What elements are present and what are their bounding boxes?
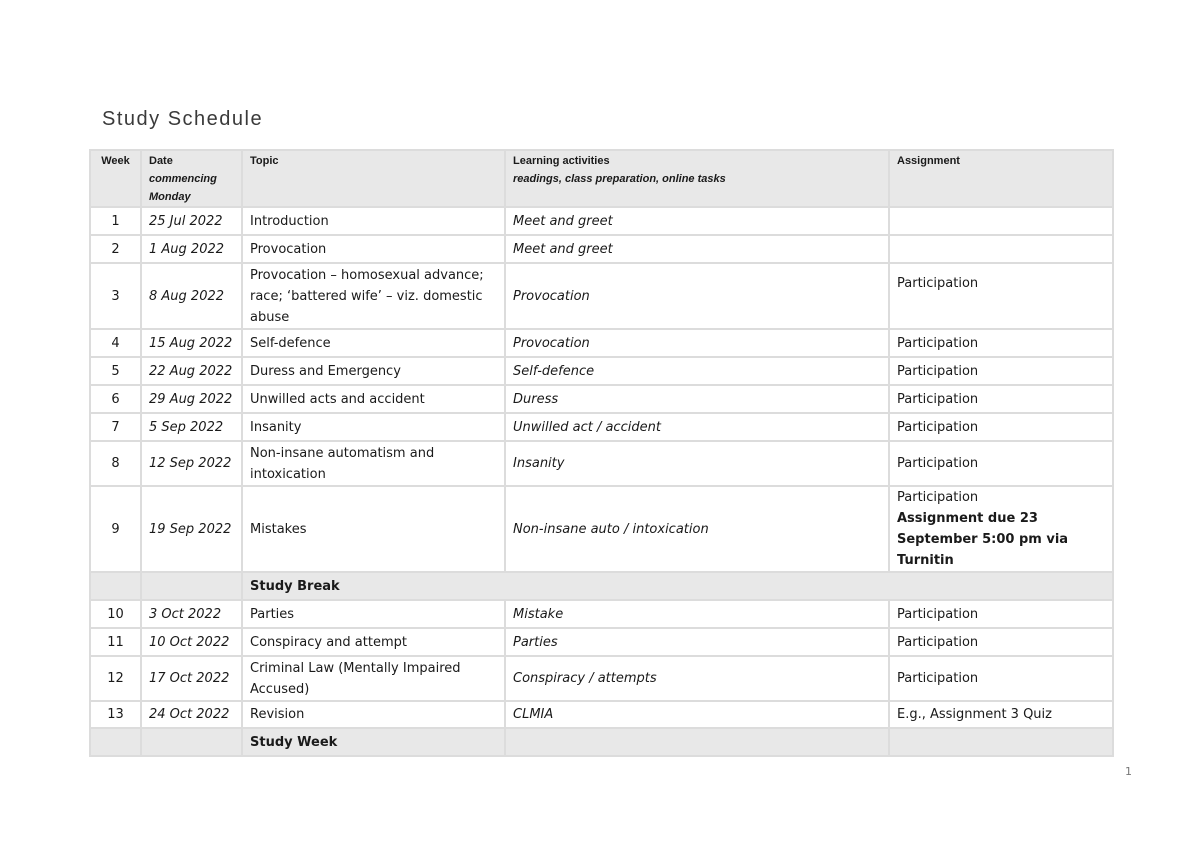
activity-cell: Provocation [505,263,889,329]
date-cell: 17 Oct 2022 [141,656,242,701]
header-activities [505,150,889,207]
topic-cell: Introduction [242,207,505,235]
date-cell: 3 Oct 2022 [141,600,242,628]
date-cell: 25 Jul 2022 [141,207,242,235]
week-cell [90,728,141,756]
assignment-cell: Participation [889,329,1113,357]
topic-cell: Parties [242,600,505,628]
assignment-cell: Participation [889,263,1113,329]
topic-cell: Insanity [242,413,505,441]
assignment-cell: Participation [889,413,1113,441]
date-cell: 1 Aug 2022 [141,235,242,263]
week-cell: 6 [90,385,141,413]
activity-cell: Insanity [505,441,889,486]
study-week-label: Study Week [242,728,505,756]
assignment-cell: Participation [889,628,1113,656]
week-cell [90,572,141,600]
activity-cell: CLMIA [505,701,889,728]
table-row [90,385,1113,413]
activity-cell: Mistake [505,600,889,628]
header-date-sub: commencing Monday [149,173,217,203]
week-cell: 1 [90,207,141,235]
header-activities-sub: readings, class preparation, online tasks [513,173,726,185]
topic-cell: Revision [242,701,505,728]
assignment-participation: Participation [897,490,979,505]
page-number: 1 [1125,765,1132,778]
header-assignment: Assignment [889,150,1113,207]
date-cell [141,728,242,756]
table-row [90,235,1113,263]
assignment-cell: Participation [889,357,1113,385]
topic-cell: Unwilled acts and accident [242,385,505,413]
week-cell: 9 [90,486,141,572]
activity-cell: Duress [505,385,889,413]
week-cell: 13 [90,701,141,728]
table-row [90,600,1113,628]
topic-cell: Non-insane automatism and intoxication [242,441,505,486]
date-cell: 5 Sep 2022 [141,413,242,441]
topic-cell: Conspiracy and attempt [242,628,505,656]
table-row [90,263,1113,329]
document-title: Study Schedule [102,108,264,130]
assignment-cell: Participation [889,385,1113,413]
date-cell: 24 Oct 2022 [141,701,242,728]
assignment-cell: Participation [889,441,1113,486]
assignment-cell [889,235,1113,263]
header-date [141,150,242,207]
assignment-cell: E.g., Assignment 3 Quiz [889,701,1113,728]
activity-cell: Meet and greet [505,207,889,235]
assignment-cell [889,728,1113,756]
activity-cell [505,728,889,756]
topic-cell: Provocation – homosexual advance; race; ‘battered wife’ – viz. domestic abuse [242,263,505,329]
assignment-cell [889,486,1113,572]
topic-cell: Duress and Emergency [242,357,505,385]
table-row [90,441,1113,486]
week-cell: 4 [90,329,141,357]
study-break-label: Study Break [242,572,1113,600]
topic-cell: Mistakes [242,486,505,572]
table-row [90,656,1113,701]
assignment-cell [889,207,1113,235]
topic-cell: Provocation [242,235,505,263]
activity-cell: Meet and greet [505,235,889,263]
week-cell: 7 [90,413,141,441]
header-date-label: Date [149,155,173,167]
table-row [90,628,1113,656]
header-week: Week [90,150,141,207]
activity-cell: Unwilled act / accident [505,413,889,441]
date-cell: 29 Aug 2022 [141,385,242,413]
activity-cell: Self-defence [505,357,889,385]
header-activities-label: Learning activities [513,155,610,167]
topic-cell: Self-defence [242,329,505,357]
date-cell: 10 Oct 2022 [141,628,242,656]
date-cell: 8 Aug 2022 [141,263,242,329]
week-cell: 3 [90,263,141,329]
table-row [90,207,1113,235]
table-row [90,357,1113,385]
date-cell: 15 Aug 2022 [141,329,242,357]
study-break-row [90,572,1113,600]
topic-cell: Criminal Law (Mentally Impaired Accused) [242,656,505,701]
activity-cell: Non-insane auto / intoxication [505,486,889,572]
table-row [90,329,1113,357]
table-header-row [90,150,1113,207]
assignment-cell: Participation [889,600,1113,628]
assignment-due-note: Assignment due 23 September 5:00 pm via Turnitin [897,511,1069,568]
week-cell: 8 [90,441,141,486]
date-cell [141,572,242,600]
week-cell: 12 [90,656,141,701]
activity-cell: Parties [505,628,889,656]
study-schedule-table [89,149,1114,757]
assignment-cell: Participation [889,656,1113,701]
activity-cell: Provocation [505,329,889,357]
date-cell: 22 Aug 2022 [141,357,242,385]
table-row [90,413,1113,441]
week-cell: 11 [90,628,141,656]
study-week-row [90,728,1113,756]
week-cell: 2 [90,235,141,263]
week-cell: 5 [90,357,141,385]
table-row [90,486,1113,572]
table-row [90,701,1113,728]
header-topic: Topic [242,150,505,207]
date-cell: 19 Sep 2022 [141,486,242,572]
week-cell: 10 [90,600,141,628]
date-cell: 12 Sep 2022 [141,441,242,486]
activity-cell: Conspiracy / attempts [505,656,889,701]
